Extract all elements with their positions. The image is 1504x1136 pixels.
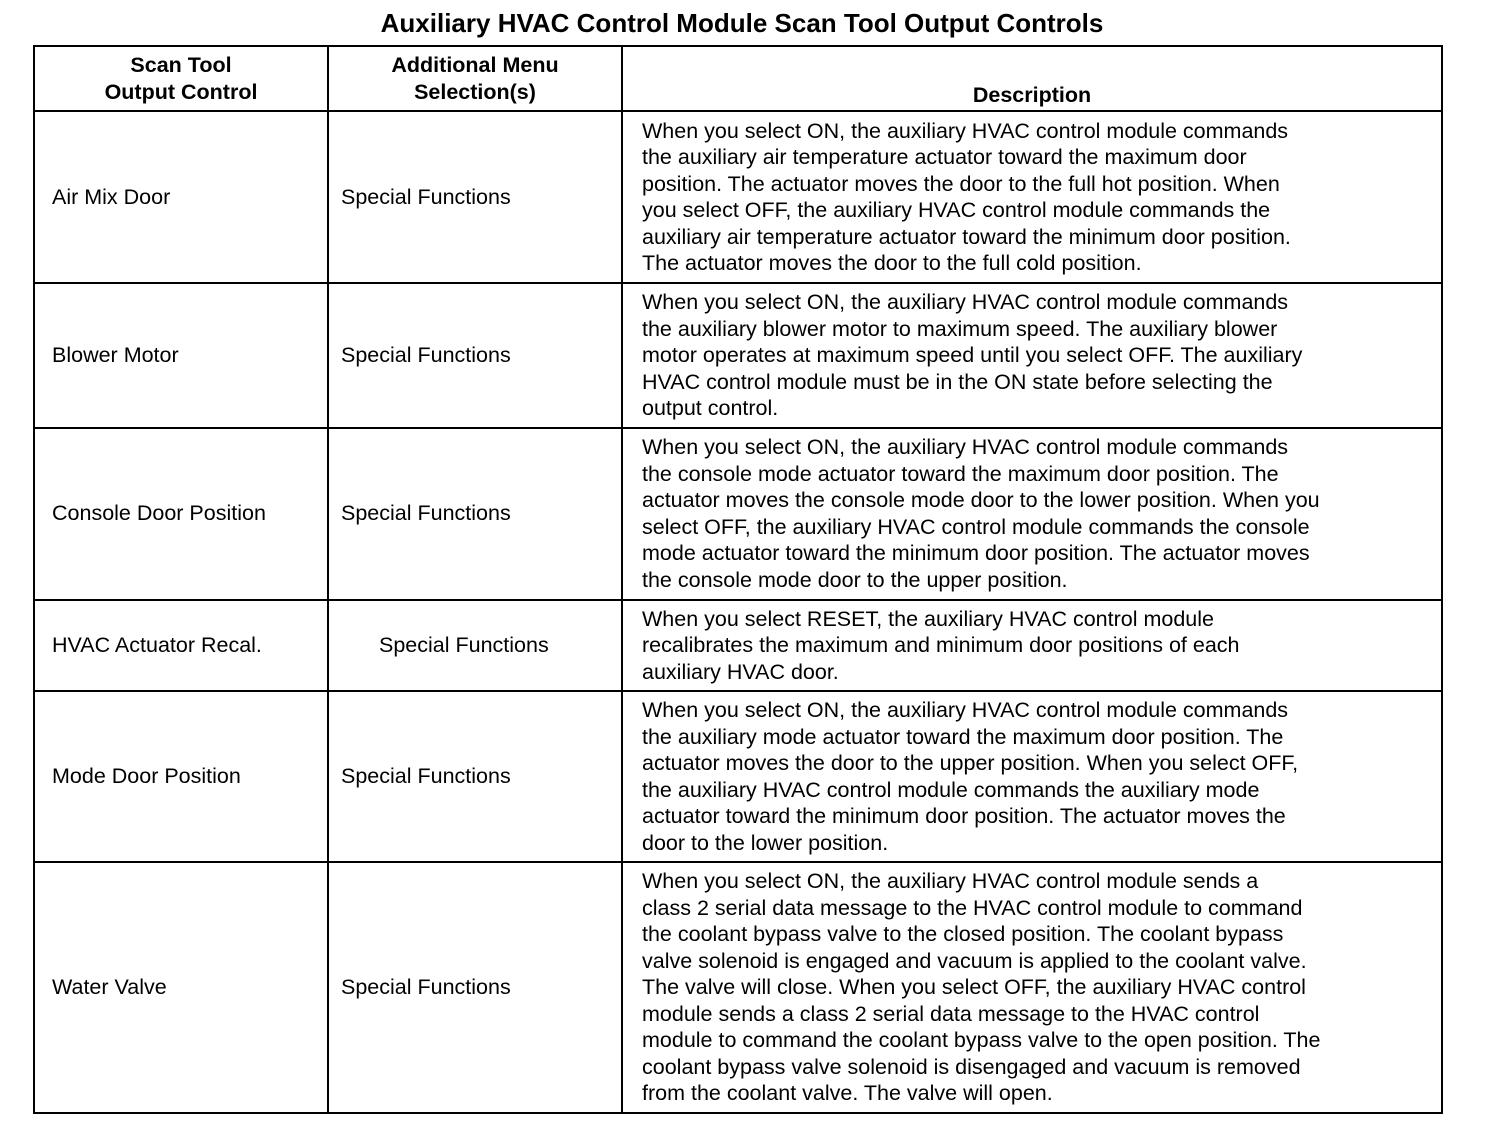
description-line: When you select ON, the auxiliary HVAC control module commands <box>642 118 1289 143</box>
menu-selection-cell: Special Functions <box>328 862 622 1113</box>
output-control-cell: Console Door Position <box>34 428 328 600</box>
description-line: The valve will close. When you select OFF, the auxiliary HVAC control <box>642 975 1306 1000</box>
description-line: When you select ON, the auxiliary HVAC control module sends a <box>642 869 1259 894</box>
header-line: Scan Tool <box>130 53 232 77</box>
header-line: Output Control <box>104 79 258 104</box>
description-line: the console mode door to the upper position. <box>642 567 1068 592</box>
description-cell <box>622 862 1442 1113</box>
output-control-cell: Water Valve <box>34 862 328 1113</box>
description-line: When you select ON, the auxiliary HVAC control module commands <box>642 290 1289 314</box>
header-scan-tool-output-control <box>34 46 328 111</box>
menu-selection-cell: Special Functions <box>328 111 622 283</box>
description-line: class 2 serial data message to the HVAC control module to command <box>642 895 1303 920</box>
output-control-cell: HVAC Actuator Recal. <box>34 600 328 692</box>
table-row <box>34 283 1442 428</box>
description-cell <box>622 283 1442 428</box>
menu-selection-cell: Special Functions <box>328 691 622 862</box>
description-line: output control. <box>642 396 779 420</box>
description-line: coolant bypass valve solenoid is disengaged and vacuum is removed <box>642 1054 1301 1079</box>
table-title: Auxiliary HVAC Control Module Scan Tool Output Controls <box>380 8 1104 38</box>
description-cell <box>622 111 1442 283</box>
description-cell <box>622 428 1442 600</box>
description-line: module to command the coolant bypass valve to the open position. The <box>642 1028 1321 1053</box>
description-line: select OFF, the auxiliary HVAC control module commands the console <box>642 514 1310 539</box>
output-control-cell: Mode Door Position <box>34 691 328 862</box>
description-line: the console mode actuator toward the maximum door position. The <box>642 461 1279 486</box>
description-line: HVAC control module must be in the ON state before selecting the <box>642 369 1273 394</box>
description-line: valve solenoid is engaged and vacuum is applied to the coolant valve. <box>642 948 1307 973</box>
header-description: Description <box>622 46 1442 111</box>
description-line: door to the lower position. <box>642 830 889 855</box>
header-line: Additional Menu <box>391 53 559 77</box>
output-control-cell: Air Mix Door <box>34 111 328 283</box>
description-line: the auxiliary HVAC control module commands the auxiliary mode <box>642 777 1260 802</box>
description-line: actuator moves the console mode door to the lower position. When you <box>642 488 1320 512</box>
description-line: The actuator moves the door to the full cold position. <box>642 251 1142 275</box>
menu-selection-cell: Special Functions <box>328 428 622 600</box>
header-row <box>34 46 1442 111</box>
description-line: actuator moves the door to the upper position. When you select OFF, <box>642 751 1299 775</box>
description-line: from the coolant valve. The valve will open. <box>642 1081 1053 1106</box>
description-cell <box>622 691 1442 862</box>
table-row <box>34 862 1442 1113</box>
description-line: the coolant bypass valve to the closed position. The coolant bypass <box>642 922 1284 947</box>
description-line: position. The actuator moves the door to the full hot position. When <box>642 171 1280 196</box>
description-line: module sends a class 2 serial data message to the HVAC control <box>642 1001 1260 1026</box>
description-line: motor operates at maximum speed until you select OFF. The auxiliary <box>642 343 1303 367</box>
table-row <box>34 691 1442 862</box>
description-cell <box>622 600 1442 692</box>
table-row <box>34 111 1442 283</box>
menu-selection-cell: Special Functions <box>328 600 622 692</box>
description-line: auxiliary HVAC door. <box>642 659 839 684</box>
description-line: the auxiliary mode actuator toward the maximum door position. The <box>642 724 1284 749</box>
description-line: auxiliary air temperature actuator toward the minimum door position. <box>642 224 1291 249</box>
description-line: When you select ON, the auxiliary HVAC control module commands <box>642 698 1289 722</box>
table-row <box>34 428 1442 600</box>
description-line: the auxiliary blower motor to maximum speed. The auxiliary blower <box>642 316 1278 341</box>
description-line: actuator toward the minimum door position. The actuator moves the <box>642 804 1286 828</box>
table-row <box>34 600 1442 692</box>
description-line: When you select ON, the auxiliary HVAC control module commands <box>642 435 1289 459</box>
header-line: Selection(s) <box>414 79 536 104</box>
header-additional-menu-selections <box>328 46 622 111</box>
output-control-cell: Blower Motor <box>34 283 328 428</box>
menu-selection-cell: Special Functions <box>328 283 622 428</box>
description-line: recalibrates the maximum and minimum door positions of each <box>642 633 1240 657</box>
description-line: mode actuator toward the minimum door position. The actuator moves <box>642 541 1310 565</box>
description-line: When you select RESET, the auxiliary HVAC control module <box>642 606 1214 631</box>
description-line: the auxiliary air temperature actuator toward the maximum door <box>642 145 1247 169</box>
output-controls-table <box>33 45 1443 1114</box>
description-line: you select OFF, the auxiliary HVAC control module commands the <box>642 198 1271 222</box>
